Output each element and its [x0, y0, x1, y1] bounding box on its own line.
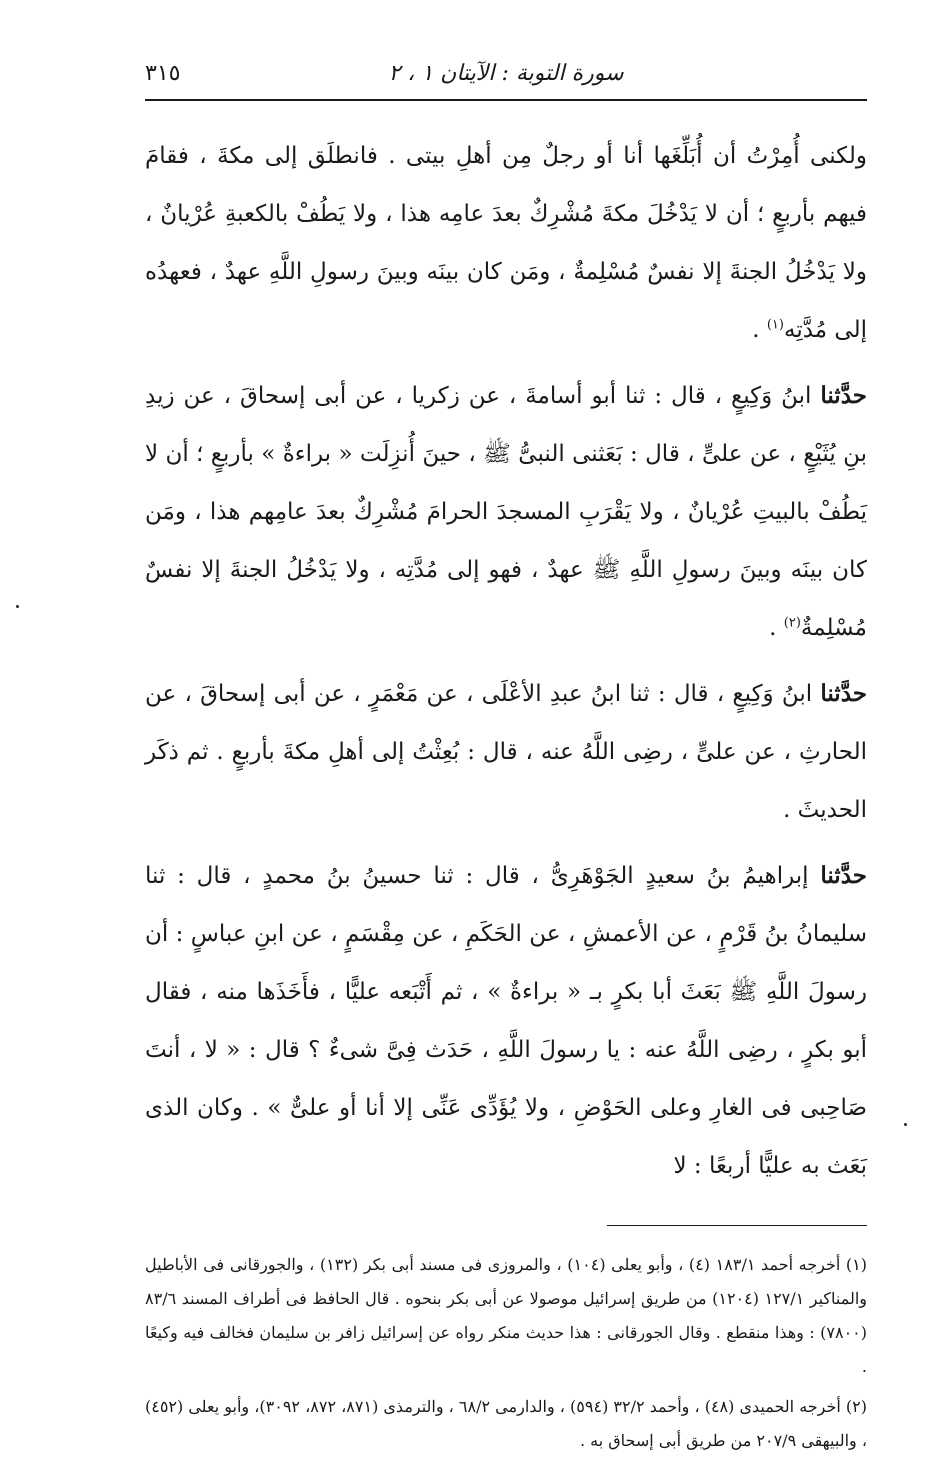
footnote: (٢) أخرجه الحميدى (٤٨) ، وأحمد ٣٢/٢ (٥٩٤) ، والدارمى ٦٨/٢ ، والترمذى (٨٧١، ٨٧٢، ٣٠٩٢)، وأبو يعلى (٤٥٢) ، والبيهقى ٢٠٧/٩ من طريق أبى إسحاق به .: [144, 1397, 867, 1450]
page-title: سورة التوبة : الآيتان ١ ، ٢: [388, 61, 624, 86]
paragraph: [145, 367, 867, 657]
page-number: ٣١٥: [145, 61, 181, 86]
paragraph: [145, 665, 867, 839]
paragraph: [145, 847, 867, 1195]
scan-speck: [16, 605, 19, 608]
book-page: [145, 55, 867, 1464]
paragraph-text: ابنُ وَكِيعٍ ، قال : ثنا أبو أسامةَ ، عن زكريا ، عن أبى إسحاقَ ، عن زيدِ بنِ يُثَيْعٍ ، عن علىٍّ ، قال : بَعَثنى النبىُّ ﷺ ، حينَ أُنزِلَت « براءةٌ » بأربعٍ ؛ أن لا يَطُفْ بالبيتِ عُرْيانٌ ، ولا يَقْرَبِ المسجدَ الحرامَ مُشْرِكٌ بعدَ عامِهم هذا ، ومَن كان بينَه وبينَ رسولِ اللَّهِ ﷺ عهدٌ ، فهو إلى مُدَّتِه ، ولا يَدْخُلُ الجنةَ إلا نفسٌ مُسْلِمةٌ: [145, 383, 867, 641]
footnote-ref[interactable]: (١): [766, 317, 784, 333]
footnotes: [145, 1248, 867, 1458]
footnote-ref[interactable]: (٢): [783, 615, 801, 631]
footnote: (١) أخرجه أحمد ١٨٣/١ (٤) ، وأبو يعلى (١٠٤) ، والمروزى فى مسند أبى بكر (١٣٢) ، والجورقانى فى الأباطيل والمناكير ١٢٧/١ (١٢٠٤) من طريق إسرائيل موصولا عن أبى بكر بنحوه . قال الحافظ فى أطراف المسند ٨٣/٦ (٧٨٠٠) : وهذا منقطع . وقال الجورقانى : هذا حديث منكر رواه عن إسرائيل زافر بن سليمان فخالف فيه وكيعًا .: [145, 1255, 868, 1376]
paragraph-lead: حدَّثنا: [820, 382, 867, 409]
paragraph-end: .: [769, 615, 784, 641]
page-body: [145, 127, 867, 1195]
paragraph-lead: حدَّثنا: [820, 862, 867, 889]
paragraph-text: ابنُ وَكِيعٍ ، قال : ثنا ابنُ عبدِ الأعْلَى ، عن مَعْمَرٍ ، عن أبى إسحاقَ ، عن الحارثِ ، عن علىٍّ ، رضِى اللَّهُ عنه ، قال : بُعِثْتُ إلى أهلِ مكةَ بأربعٍ . ثم ذكَر الحديثَ .: [145, 681, 867, 823]
paragraph-text: إبراهيمُ بنُ سعيدٍ الجَوْهَرِىُّ ، قال : ثنا حسينُ بنُ محمدٍ ، قال : ثنا سليمانُ بنُ قَرْمٍ ، عن الأعمشِ ، عن الحَكَمِ ، عن مِقْسَمٍ ، عن ابنِ عباسٍ : أن رسولَ اللَّهِ ﷺ بَعَثَ أبا بكرٍ بـ « براءةٌ » ، ثم أَتْبَعه عليًّا ، فأَخَذَها منه ، فقال أبو بكرٍ ، رضِى اللَّهُ عنه : يا رسولَ اللَّهِ ، حَدَث فِىَّ شىءٌ ؟ قال : « لا ، أنتَ صَاحِبى فى الغارِ وعلى الحَوْضِ ، ولا يُؤَدِّى عَنِّى إلا أنا أو علىٌّ » . وكان الذى بَعَث به عليًّا أربعًا : لا: [145, 863, 867, 1179]
paragraph-end: .: [752, 317, 767, 343]
paragraph: [145, 127, 867, 359]
paragraph-text: ولكنى أُمِرْتُ أن أُبَلِّغَها أنا أو رجلٌ مِن أهلِ بيتى . فانطلَق إلى مكةَ ، فقامَ فيهم بأربعٍ ؛ أن لا يَدْخُلَ مكةَ مُشْرِكٌ بعدَ عامِه هذا ، ولا يَطُفْ بالكعبةِ عُرْيانٌ ، ولا يَدْخُلُ الجنةَ إلا نفسٌ مُسْلِمةٌ ، ومَن كان بينَه وبينَ رسولِ اللَّهِ عهدٌ ، فعهدُه إلى مُدَّتِه: [145, 143, 867, 343]
page-header: [145, 55, 867, 101]
footnote-divider: [607, 1225, 867, 1226]
paragraph-lead: حدَّثنا: [820, 680, 867, 707]
scan-speck: [904, 1123, 907, 1126]
